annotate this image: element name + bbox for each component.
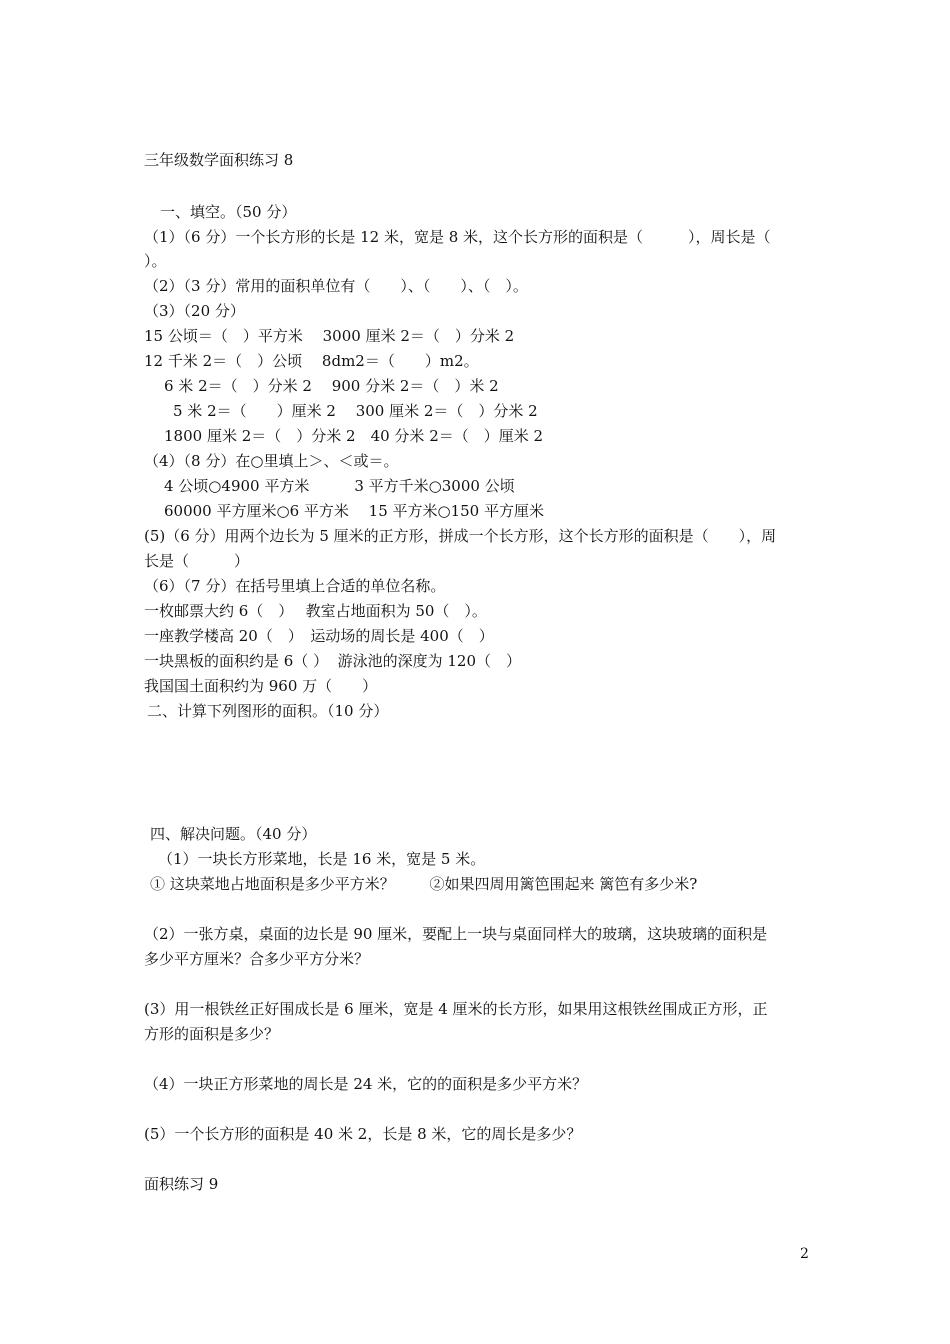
- problem-2-line-1: （2）一张方桌，桌面的边长是 90 厘米，要配上一块与桌面同样大的玻璃，这块玻璃的面积是: [144, 925, 768, 943]
- next-worksheet-title: 面积练习 9: [144, 1175, 219, 1193]
- problem-1-line-2: ① 这块菜地占地面积是多少平方米？ ②如果四周用篱笆围起来 篱笆有多少米?: [150, 875, 698, 893]
- q6-line: 一枚邮票大约 6（ ） 教室占地面积为 50（ ）。: [144, 602, 487, 620]
- q3-line: 5 米 2＝（ ）厘米 2 300 厘米 2＝（ ）分米 2: [173, 402, 538, 420]
- q6-line: 一块黑板的面积约是 6（ ） 游泳池的深度为 120（ ）: [144, 652, 522, 670]
- section-2-heading: 二、计算下列图形的面积。（10 分）: [147, 702, 389, 720]
- problem-4-text: （4）一块正方形菜地的周长是 24 米，它的的面积是多少平方米？: [144, 1075, 588, 1093]
- q3-line: 12 千米 2＝（ ）公顷 8dm2＝（ ）m2。: [144, 352, 479, 370]
- q4-heading: （4）（8 分）在○里填上＞、＜或＝。: [144, 452, 399, 470]
- q5-line-2: 长是（ ）: [144, 552, 250, 570]
- q2-text: （2）（3 分）常用的面积单位有（ ）、（ ）、（ ）。: [144, 277, 528, 295]
- q3-line: 15 公顷＝（ ）平方米 3000 厘米 2＝（ ）分米 2: [144, 327, 515, 345]
- q1-line-1: （1）（6 分）一个长方形的长是 12 米，宽是 8 米，这个长方形的面积是（ ），周长是（: [144, 228, 771, 246]
- section-4-heading: 四、解决问题。（40 分）: [150, 825, 317, 843]
- q3-heading: （3）（20 分）: [144, 302, 245, 320]
- q4-line: 60000 平方厘米○6 平方米 15 平方米○150 平方厘米: [164, 502, 544, 520]
- problem-5-text: (5）一个长方形的面积是 40 米 2，长是 8 米，它的周长是多少？: [144, 1125, 582, 1143]
- problem-3-line-2: 方形的面积是多少？: [144, 1025, 280, 1043]
- page-number: 2: [800, 1246, 809, 1262]
- q4-line: 4 公顷○4900 平方米 3 平方千米○3000 公顷: [164, 477, 515, 495]
- problem-2-line-2: 多少平方厘米？合多少平方分米？: [144, 950, 370, 968]
- q6-line: 一座教学楼高 20（ ） 运动场的周长是 400（ ）: [144, 627, 494, 645]
- q1-line-2: ）。: [144, 252, 167, 270]
- q3-line: 1800 厘米 2＝（ ）分米 2 40 分米 2＝（ ）厘米 2: [164, 427, 544, 445]
- q6-heading: （6）（7 分）在括号里填上合适的单位名称。: [144, 577, 446, 595]
- section-1-heading: 一、填空。（50 分）: [160, 203, 297, 221]
- q5-line-1: (5)（6 分）用两个边长为 5 厘米的正方形，拼成一个长方形，这个长方形的面积是（ ），周: [144, 527, 777, 545]
- q6-line: 我国国土面积约为 960 万（ ）: [144, 677, 378, 695]
- problem-3-line-1: (3）用一根铁丝正好围成长是 6 厘米，宽是 4 厘米的长方形，如果用这根铁丝围成正方形，正: [144, 1000, 768, 1018]
- problem-1-line-1: （1）一块长方形菜地，长是 16 米，宽是 5 米。: [158, 850, 486, 868]
- q3-line: 6 米 2＝（ ）分米 2 900 分米 2＝（ ）米 2: [164, 377, 499, 395]
- worksheet-title: 三年级数学面积练习 8: [144, 151, 294, 169]
